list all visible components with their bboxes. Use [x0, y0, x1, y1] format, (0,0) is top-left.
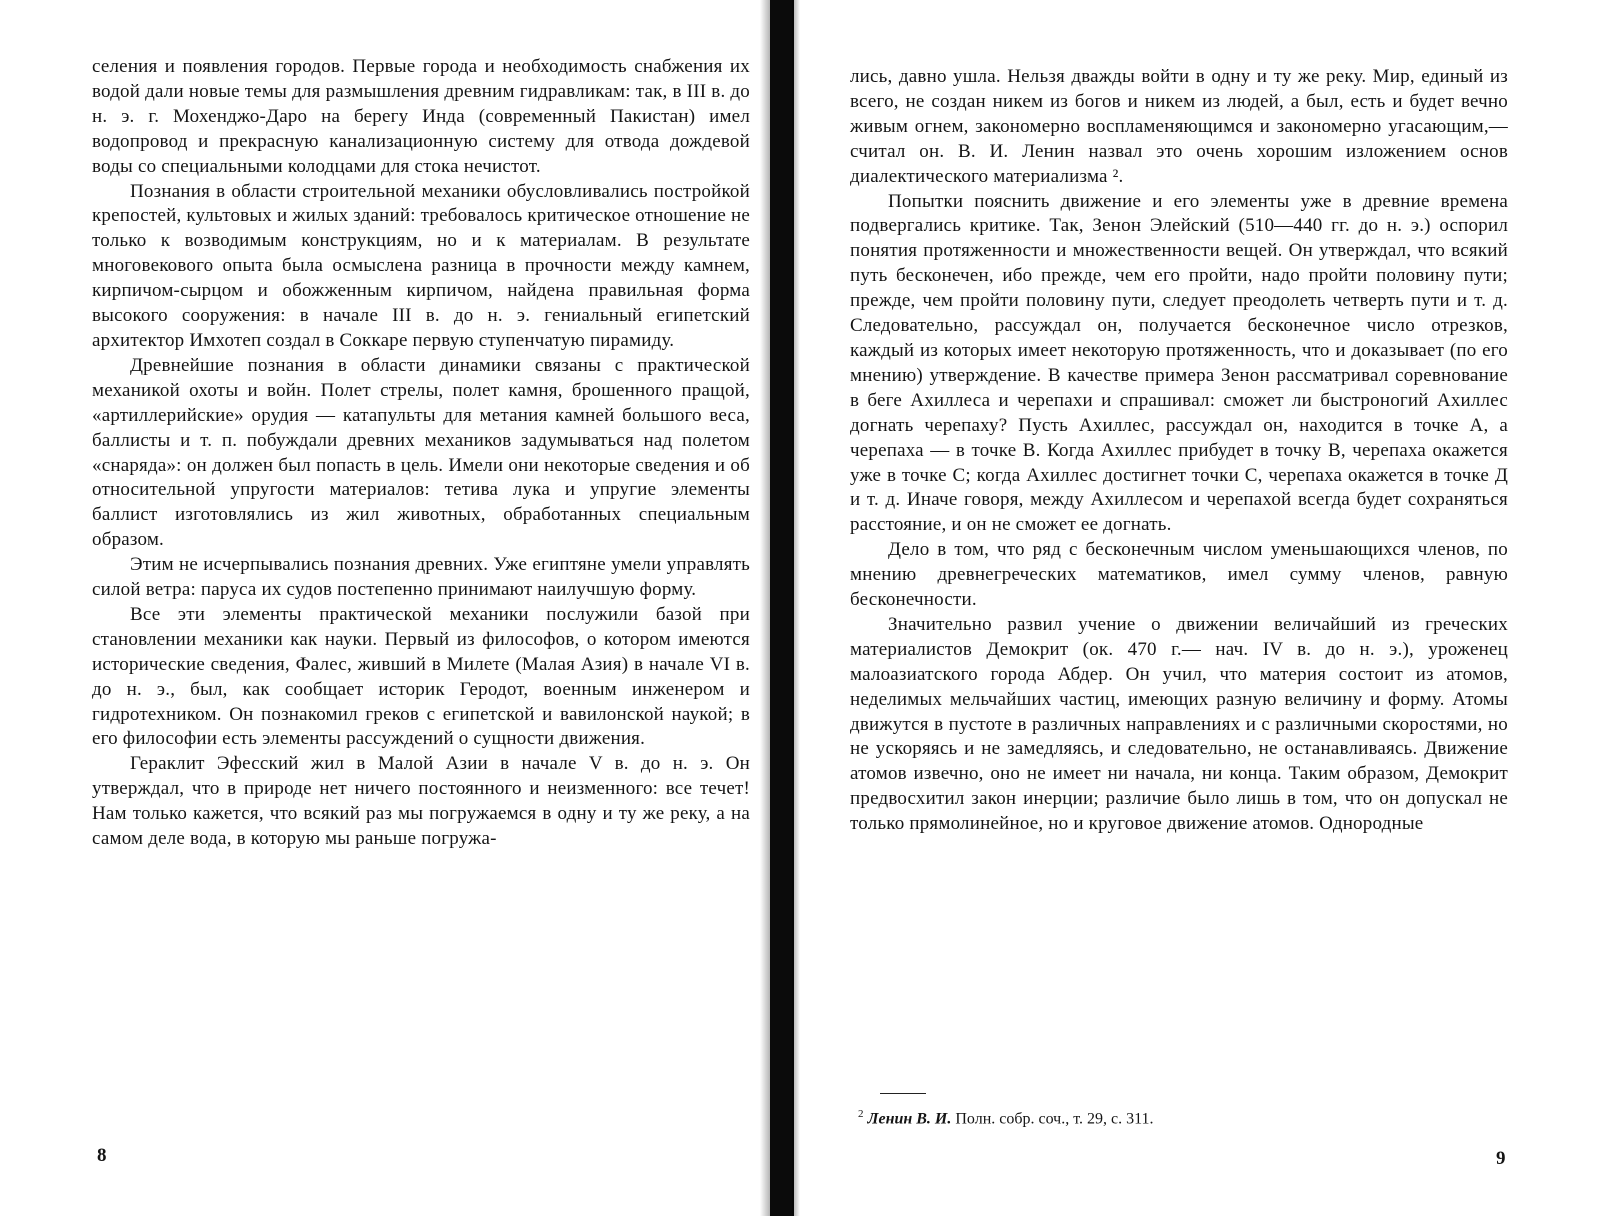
right-page-text — [850, 65, 1508, 837]
left-page-text — [92, 55, 750, 852]
footnote — [858, 1104, 1498, 1129]
paragraph: селения и появления городов. Первые города и необходимость снабжения их водой дали новые темы для размышления древним гидравликам: так, в III в. до н. э. г. Мохенджо-Даро на берегу Инда (современный Пакистан) имел водопровод и прекрасную канализационную систему для отвода дождевой воды со специальными колодцами для стока нечистот. — [92, 56, 750, 177]
left-page-number: 8 — [97, 1145, 107, 1166]
paragraph: Этим не исчерпывались познания древних. Уже египтяне умели управлять силой ветра: паруса их судов постепенно принимают наилучшую форму. — [92, 554, 750, 601]
gutter-shadow — [792, 0, 800, 1216]
paragraph: Древнейшие познания в области динамики связаны с практической механикой охоты и войн. Полет стрелы, полет камня, брошенного пращой, «артиллерийские» орудия — катапульты для метания камней большого веса, баллисты и т. п. побуждали древних механиков задумываться над полетом «снаряда»: он должен был попасть в цель. Имели они некоторые сведения и об относительной упругости материалов: тетива лука и упругие элементы баллист изготовлялись из жил животных, обработанных специальным образом. — [92, 354, 750, 551]
paragraph: Все эти элементы практической механики послужили базой при становлении механики как науки. Первый из философов, о котором имеются исторические сведения, Фалес, живший в Милете (Малая Азия) в начале VI в. до н. э., был, как сообщает историк Геродот, военным инженером и гидротехником. Он познакомил греков с египетской и вавилонской наукой; в его философии есть элементы рассуждений о сущности движения. — [92, 603, 750, 750]
paragraph: Познания в области строительной механики обусловливались постройкой крепостей, культовых и жилых зданий: требовалось критическое отношение не только к возводимым конструкциям, но и к материалам. В результате многовекового опыта была осмыслена разница в прочности между камнем, кирпичом-сырцом и обожженным кирпичом, найдена правильная форма высокого сооружения: в начале III в. до н. э. гениальный египетский архитектор Имхотеп создал в Соккаре первую ступенчатую пирамиду. — [92, 180, 750, 351]
paragraph: Гераклит Эфесский жил в Малой Азии в начале V в. до н. э. Он утверждал, что в природе нет ничего постоянного и неизменного: все течет! Нам только кажется, что всякий раз мы погружаемся в одну и ту же реку, а на самом деле вода, в которую мы раньше погружа- — [92, 753, 750, 850]
footnote-rule — [880, 1093, 926, 1094]
paragraph: лись, давно ушла. Нельзя дважды войти в одну и ту же реку. Мир, единый из всего, не создан никем из богов и никем из людей, а был, есть и будет вечно живым огнем, закономерно воспламеняющимся и закономерно угасающим,— считал он. В. И. Ленин назвал это очень хорошим изложением основ диалектического материализма ². — [850, 66, 1508, 187]
footnote-author: Ленин В. И. — [867, 1110, 952, 1128]
paragraph: Значительно развил учение о движении величайший из греческих материалистов Демокрит (ок. 470 г.— нач. IV в. до н. э.), уроженец малоазиатского города Абдер. Он учил, что материя состоит из атомов, неделимых мельчайших частиц, имеющих разную величину и форму. Атомы движутся в пустоте в различных направлениях и с различными скоростями, но не ускоряясь и не замедляясь, и следовательно, не останавливаясь. Движение атомов извечно, оно не имеет ни начала, ни конца. Таким образом, Демокрит предвосхитил закон инерции; различие было лишь в том, что он допускал не только прямолинейное, но и круговое движение атомов. Однородные — [850, 613, 1508, 835]
paragraph: Попытки пояснить движение и его элементы уже в древние времена подвергались критике. Так, Зенон Элейский (510—440 гг. до н. э.) оспорил понятия протяженности и множественности вещей. Он утверждал, что всякий путь бесконечен, ибо прежде, чем его пройти, надо пройти половину пути; прежде, чем пройти половину пути, следует преодолеть четверть пути и т. д. Следовательно, рассуждал он, получается бесконечное число отрезков, каждый из которых имеет некоторую протяженность, что и доказывает (по его мнению) утверждение. В качестве примера Зенон рассматривал соревнование в беге Ахиллеса и черепахи и спрашивал: сможет ли быстроногий Ахиллес догнать черепаху? Пусть Ахиллес, рассуждал он, находится в точке А, а черепаха — в точке В. Когда Ахиллес прибудет в точку В, черепаха окажется уже в точке С; когда Ахиллес достигнет точки С, черепаха окажется в точке Д и т. д. Иначе говоря, между Ахиллесом и черепахой всегда будет сохраняться расстояние, и он не сможет ее догнать. — [850, 190, 1508, 536]
right-page-number: 9 — [1496, 1148, 1506, 1169]
footnote-mark: 2 — [858, 1108, 864, 1120]
footnote-text: Полн. собр. соч., т. 29, с. 311. — [951, 1110, 1154, 1128]
book-gutter — [770, 0, 794, 1216]
paragraph: Дело в том, что ряд с бесконечным числом уменьшающихся членов, по мнению древнегреческих математиков, имел сумму членов, равную бесконечности. — [850, 539, 1508, 611]
